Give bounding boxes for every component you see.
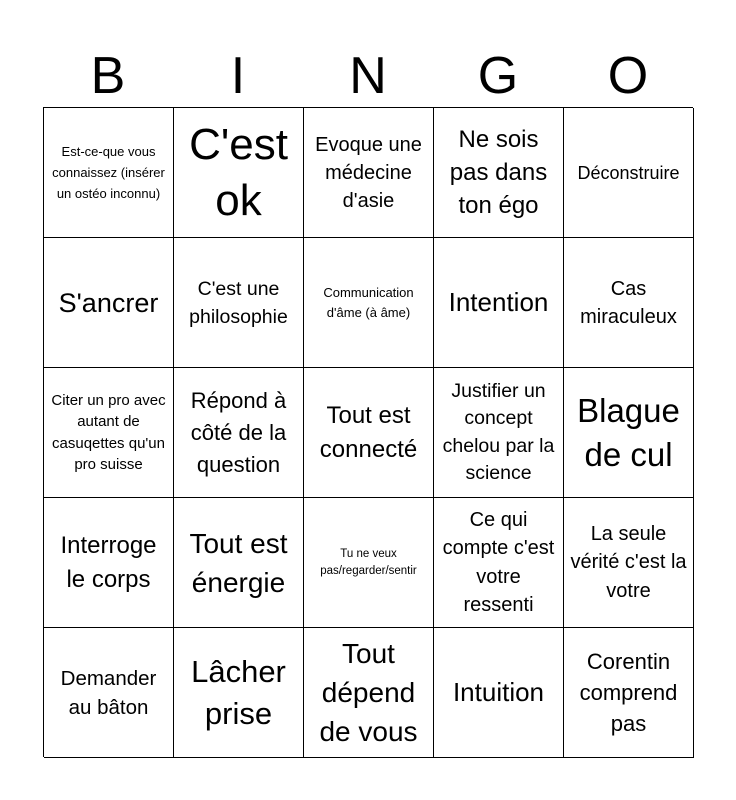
cell-text: Déconstruire bbox=[577, 162, 680, 183]
cell-text: La seule vérité c'est la votre bbox=[570, 522, 687, 602]
bingo-cell-1-2[interactable] bbox=[174, 108, 304, 238]
bingo-grid bbox=[43, 107, 693, 757]
cell-text: Tout est énergie bbox=[189, 527, 288, 598]
bingo-cell-5-5[interactable] bbox=[564, 628, 694, 758]
bingo-cell-2-1[interactable] bbox=[44, 238, 174, 368]
bingo-cell-1-1[interactable] bbox=[44, 108, 174, 238]
bingo-cell-2-5[interactable] bbox=[564, 238, 694, 368]
bingo-cell-1-3[interactable] bbox=[304, 108, 434, 238]
cell-text: S'ancrer bbox=[58, 287, 159, 318]
bingo-cell-1-4[interactable] bbox=[434, 108, 564, 238]
cell-text: Blague de cul bbox=[577, 391, 680, 473]
bingo-cell-3-2[interactable] bbox=[174, 368, 304, 498]
cell-text: Citer un pro avec autant de casuqettes qu'un pro suisse bbox=[51, 391, 166, 473]
header-letter-b: B bbox=[90, 47, 126, 105]
bingo-cell-4-3[interactable] bbox=[304, 498, 434, 628]
cell-text: Est-ce-que vous connaissez (insérer un ostéo inconnu) bbox=[52, 144, 165, 201]
bingo-cell-5-1[interactable] bbox=[44, 628, 174, 758]
bingo-cell-5-2[interactable] bbox=[174, 628, 304, 758]
cell-text: Ne sois pas dans ton égo bbox=[449, 126, 548, 219]
header-letter-g: G bbox=[477, 47, 519, 105]
bingo-cell-3-3[interactable] bbox=[304, 368, 434, 498]
bingo-cell-2-2[interactable] bbox=[174, 238, 304, 368]
bingo-cell-5-4[interactable] bbox=[434, 628, 564, 758]
cell-text: Corentin comprend pas bbox=[579, 649, 678, 736]
bingo-cell-3-1[interactable] bbox=[44, 368, 174, 498]
cell-text: Justifier un concept chelou par la science bbox=[442, 379, 555, 484]
bingo-cell-4-2[interactable] bbox=[174, 498, 304, 628]
cell-text: Communication d'âme (à âme) bbox=[323, 284, 414, 320]
cell-text: C'est ok bbox=[189, 119, 288, 225]
cell-text: Tu ne veux pas/regarder/sentir bbox=[320, 547, 417, 577]
cell-text: Demander au bâton bbox=[60, 666, 157, 719]
cell-text: Ce qui compte c'est votre ressenti bbox=[442, 508, 555, 616]
cell-text: Intuition bbox=[452, 677, 545, 707]
cell-text: Tout dépend de vous bbox=[319, 638, 418, 747]
cell-text: Evoque une médecine d'asie bbox=[315, 133, 422, 212]
cell-text: Lâcher prise bbox=[191, 653, 286, 731]
bingo-cell-2-4[interactable] bbox=[434, 238, 564, 368]
cell-text: Tout est connecté bbox=[319, 401, 418, 463]
cell-text: Cas miraculeux bbox=[580, 277, 677, 328]
cell-text: Interroge le corps bbox=[60, 531, 157, 593]
cell-text: C'est une philosophie bbox=[189, 277, 288, 328]
header-letter-n: N bbox=[349, 47, 387, 105]
header-letter-i: I bbox=[230, 47, 246, 105]
bingo-cell-5-3[interactable] bbox=[304, 628, 434, 758]
bingo-cell-3-4[interactable] bbox=[434, 368, 564, 498]
cell-text: Intention bbox=[448, 287, 549, 317]
bingo-cell-4-5[interactable] bbox=[564, 498, 694, 628]
header-letter-o: O bbox=[607, 47, 649, 105]
bingo-cell-2-3[interactable] bbox=[304, 238, 434, 368]
bingo-cell-3-5[interactable] bbox=[564, 368, 694, 498]
cell-text: Répond à côté de la question bbox=[190, 387, 287, 477]
bingo-header bbox=[43, 46, 693, 106]
bingo-cell-4-1[interactable] bbox=[44, 498, 174, 628]
bingo-cell-1-5[interactable] bbox=[564, 108, 694, 238]
bingo-cell-4-4[interactable] bbox=[434, 498, 564, 628]
